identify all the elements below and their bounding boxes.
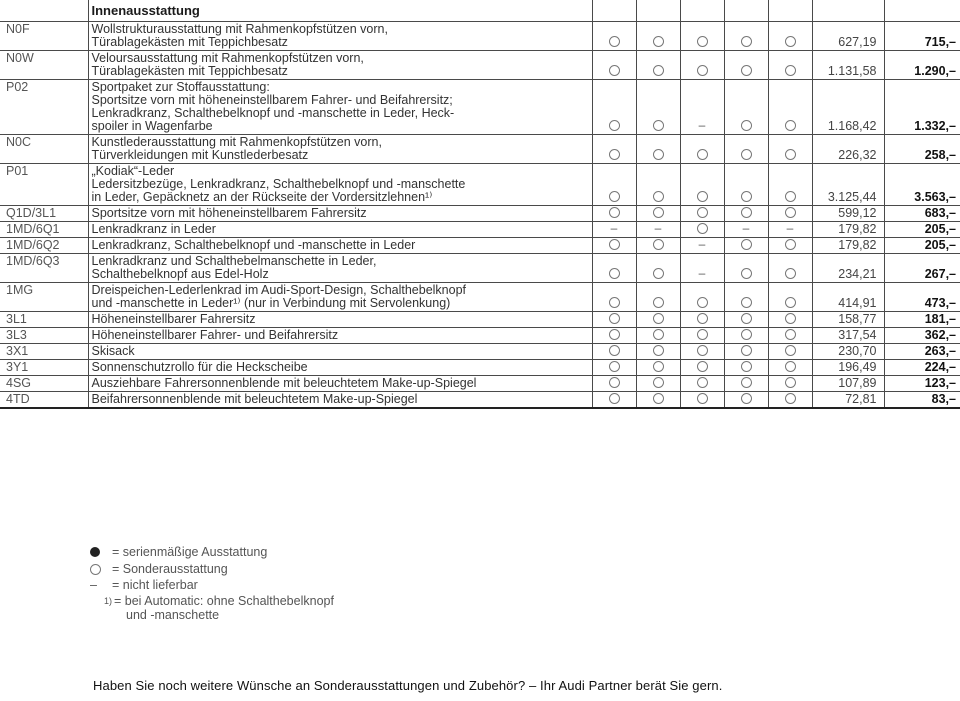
option-code: 1MG: [0, 283, 88, 312]
availability-cell: [636, 222, 680, 238]
availability-cell: [768, 222, 812, 238]
table-row: [0, 392, 960, 409]
availability-cell: [636, 360, 680, 376]
availability-cell: [724, 328, 768, 344]
dash-icon: –: [698, 118, 706, 132]
price-gross: 205,–: [884, 222, 960, 238]
price-net: 158,77: [812, 312, 884, 328]
availability-cell: [724, 360, 768, 376]
availability-cell: [636, 135, 680, 164]
open-circle-icon: [785, 377, 796, 388]
open-circle-icon: [697, 149, 708, 160]
availability-cell: [592, 360, 636, 376]
table-row: [0, 238, 960, 254]
open-circle-icon: [653, 191, 664, 202]
availability-cell: [592, 283, 636, 312]
option-code: P02: [0, 80, 88, 135]
availability-cell: [724, 80, 768, 135]
open-circle-icon: [653, 393, 664, 404]
table-row: [0, 222, 960, 238]
open-circle-icon: [697, 329, 708, 340]
price-gross: 1.290,–: [884, 51, 960, 80]
open-circle-icon: [653, 36, 664, 47]
availability-cell: [768, 360, 812, 376]
open-circle-icon: [785, 120, 796, 131]
availability-cell: [592, 51, 636, 80]
open-circle-icon: [785, 329, 796, 340]
option-code: 1MD/6Q3: [0, 254, 88, 283]
price-gross: 181,–: [884, 312, 960, 328]
description-line: Kunstlederausstattung mit Rahmenkopfstützen vorn,: [91, 135, 382, 149]
open-circle-icon: [741, 36, 752, 47]
option-description: [88, 283, 592, 312]
availability-cell: [768, 254, 812, 283]
open-circle-icon: [785, 393, 796, 404]
availability-cell: [680, 80, 724, 135]
open-circle-icon: [741, 149, 752, 160]
option-description: [88, 238, 592, 254]
price-net: 196,49: [812, 360, 884, 376]
open-circle-icon: [653, 345, 664, 356]
option-description: [88, 312, 592, 328]
availability-cell: [768, 328, 812, 344]
option-description: [88, 344, 592, 360]
availability-cell: [724, 206, 768, 222]
price-net: 317,54: [812, 328, 884, 344]
price-gross: 123,–: [884, 376, 960, 392]
open-circle-icon: [741, 239, 752, 250]
option-code: 3L3: [0, 328, 88, 344]
footnote-marker: 1): [103, 596, 112, 606]
open-circle-icon: [609, 207, 620, 218]
description-line: Sportsitze vorn mit höheneinstellbarem Fahrersitz: [91, 206, 367, 220]
availability-cell: [768, 376, 812, 392]
open-circle-icon: [741, 345, 752, 356]
open-circle-icon: [697, 393, 708, 404]
availability-cell: [636, 51, 680, 80]
open-circle-icon: [697, 297, 708, 308]
availability-cell: [636, 164, 680, 206]
open-circle-icon: [741, 120, 752, 131]
table-body: [0, 22, 960, 409]
availability-cell: [636, 206, 680, 222]
price-net: 234,21: [812, 254, 884, 283]
open-circle-icon: [785, 239, 796, 250]
availability-cell: [636, 238, 680, 254]
dash-icon: –: [654, 221, 662, 235]
availability-cell: [724, 222, 768, 238]
open-circle-icon: [785, 65, 796, 76]
price-net: 3.125,44: [812, 164, 884, 206]
open-circle-icon: [653, 377, 664, 388]
price-net: 179,82: [812, 222, 884, 238]
open-circle-icon: [609, 65, 620, 76]
description-line: Lenkradkranz und Schalthebelmanschette in Leder,: [91, 254, 377, 268]
open-circle-icon: [653, 149, 664, 160]
footer-text: Haben Sie noch weitere Wünsche an Sonderausstattungen und Zubehör? – Ihr Audi Partner berät Sie gern.: [93, 678, 723, 693]
table-row: [0, 312, 960, 328]
availability-cell: [724, 254, 768, 283]
open-circle-icon: [785, 207, 796, 218]
open-circle-icon: [653, 361, 664, 372]
table-row: [0, 206, 960, 222]
availability-cell: [724, 51, 768, 80]
availability-cell: [636, 392, 680, 409]
description-line: Türverkleidungen mit Kunstlederbesatz: [91, 148, 309, 162]
availability-cell: [768, 80, 812, 135]
table-row: [0, 80, 960, 135]
description-line: Sportsitze vorn mit höheneinstellbarem Fahrer- und Beifahrersitz;: [91, 93, 453, 107]
description-line: in Leder, Gepäcknetz an der Rückseite der Vordersitzlehnen¹⁾: [91, 190, 433, 204]
dash-icon: –: [786, 221, 794, 235]
open-circle-icon: [609, 297, 620, 308]
option-code: 1MD/6Q1: [0, 222, 88, 238]
option-description: [88, 328, 592, 344]
availability-cell: [724, 22, 768, 51]
description-line: Skisack: [91, 344, 135, 358]
open-circle-icon: [697, 36, 708, 47]
open-circle-icon: [653, 313, 664, 324]
description-line: Sonnenschutzrollo für die Heckscheibe: [91, 360, 308, 374]
price-net: 414,91: [812, 283, 884, 312]
open-circle-icon: [741, 297, 752, 308]
open-circle-icon: [741, 329, 752, 340]
open-circle-icon: [785, 313, 796, 324]
availability-cell: [724, 312, 768, 328]
description-line: Veloursausstattung mit Rahmenkopfstützen vorn,: [91, 51, 364, 65]
open-circle-icon: [741, 313, 752, 324]
description-line: spoiler in Wagenfarbe: [91, 119, 213, 133]
price-net: 1.131,58: [812, 51, 884, 80]
open-circle-icon: [609, 268, 620, 279]
filled-circle-icon: [90, 547, 100, 557]
open-circle-icon: [609, 239, 620, 250]
open-circle-icon: [90, 564, 101, 575]
availability-cell: [680, 135, 724, 164]
option-description: [88, 360, 592, 376]
availability-cell: [636, 283, 680, 312]
description-line: und -manschette in Leder¹⁾ (nur in Verbindung mit Servolenkung): [91, 296, 451, 310]
option-code: N0W: [0, 51, 88, 80]
availability-cell: [680, 376, 724, 392]
legend-unavailable: [90, 578, 374, 592]
open-circle-icon: [785, 36, 796, 47]
availability-cell: [724, 376, 768, 392]
section-title: Innenausstattung: [88, 0, 592, 22]
availability-cell: [724, 135, 768, 164]
availability-cell: [592, 254, 636, 283]
availability-cell: [768, 392, 812, 409]
open-circle-icon: [785, 149, 796, 160]
legend-optional: [90, 562, 374, 576]
dash-icon: –: [610, 221, 618, 235]
dash-icon: –: [90, 578, 97, 592]
availability-cell: [680, 206, 724, 222]
price-gross: 267,–: [884, 254, 960, 283]
open-circle-icon: [741, 361, 752, 372]
price-net: 72,81: [812, 392, 884, 409]
description-line: Türablagekästen mit Teppichbesatz: [91, 35, 288, 49]
open-circle-icon: [697, 313, 708, 324]
legend-standard-text: = serienmäßige Ausstattung: [112, 545, 268, 559]
open-circle-icon: [785, 297, 796, 308]
price-net: 230,70: [812, 344, 884, 360]
legend-footnote-line2: und -manschette: [126, 608, 220, 622]
legend-standard: [90, 545, 374, 560]
price-net: 107,89: [812, 376, 884, 392]
option-description: [88, 222, 592, 238]
availability-cell: [768, 283, 812, 312]
open-circle-icon: [741, 65, 752, 76]
availability-cell: [636, 80, 680, 135]
description-line: Höheneinstellbarer Fahrersitz: [91, 312, 256, 326]
option-description: [88, 22, 592, 51]
table-row: [0, 376, 960, 392]
option-code: 3Y1: [0, 360, 88, 376]
table-row: [0, 254, 960, 283]
availability-cell: [636, 328, 680, 344]
price-net: 627,19: [812, 22, 884, 51]
open-circle-icon: [609, 313, 620, 324]
description-line: Ausziehbare Fahrersonnenblende mit beleuchtetem Make-up-Spiegel: [91, 376, 477, 390]
option-description: [88, 51, 592, 80]
open-circle-icon: [609, 36, 620, 47]
availability-cell: [592, 22, 636, 51]
availability-cell: [724, 392, 768, 409]
legend-unavailable-text: = nicht lieferbar: [112, 578, 198, 592]
availability-cell: [680, 222, 724, 238]
description-line: Lenkradkranz, Schalthebelknopf und -manschette in Leder: [91, 238, 416, 252]
availability-cell: [680, 283, 724, 312]
option-description: [88, 254, 592, 283]
legend-footnote-line1: = bei Automatic: ohne Schalthebelknopf: [114, 594, 334, 608]
option-description: [88, 135, 592, 164]
availability-cell: [636, 22, 680, 51]
availability-cell: [680, 238, 724, 254]
availability-cell: [680, 254, 724, 283]
description-line: Schalthebelknopf aus Edel-Holz: [91, 267, 269, 281]
description-line: Beifahrersonnenblende mit beleuchtetem Make-up-Spiegel: [91, 392, 418, 406]
open-circle-icon: [609, 329, 620, 340]
availability-cell: [768, 312, 812, 328]
option-description: [88, 376, 592, 392]
availability-cell: [636, 344, 680, 360]
open-circle-icon: [785, 361, 796, 372]
availability-cell: [592, 222, 636, 238]
availability-cell: [592, 392, 636, 409]
option-code: 4SG: [0, 376, 88, 392]
availability-cell: [680, 51, 724, 80]
description-line: Türablagekästen mit Teppichbesatz: [91, 64, 288, 78]
price-gross: 263,–: [884, 344, 960, 360]
description-line: Lenkradkranz, Schalthebelknopf und -manschette in Leder, Heck-: [91, 106, 455, 120]
price-gross: 3.563,–: [884, 164, 960, 206]
open-circle-icon: [697, 223, 708, 234]
description-line: Dreispeichen-Lederlenkrad im Audi-Sport-Design, Schalthebelknopf: [91, 283, 467, 297]
open-circle-icon: [653, 329, 664, 340]
open-circle-icon: [697, 207, 708, 218]
table-row: [0, 283, 960, 312]
availability-cell: [724, 164, 768, 206]
open-circle-icon: [609, 120, 620, 131]
availability-cell: [680, 360, 724, 376]
availability-cell: [768, 164, 812, 206]
availability-cell: [680, 344, 724, 360]
description-line: Lenkradkranz in Leder: [91, 222, 216, 236]
option-code: Q1D/3L1: [0, 206, 88, 222]
option-description: [88, 164, 592, 206]
open-circle-icon: [697, 377, 708, 388]
open-circle-icon: [609, 361, 620, 372]
table-row: [0, 360, 960, 376]
option-code: P01: [0, 164, 88, 206]
open-circle-icon: [653, 207, 664, 218]
availability-cell: [768, 22, 812, 51]
open-circle-icon: [741, 191, 752, 202]
availability-cell: [592, 344, 636, 360]
option-code: 1MD/6Q2: [0, 238, 88, 254]
table-header-row: [0, 0, 960, 22]
legend-optional-text: = Sonderausstattung: [112, 562, 228, 576]
price-net: 179,82: [812, 238, 884, 254]
price-gross: 362,–: [884, 328, 960, 344]
price-net: 1.168,42: [812, 80, 884, 135]
open-circle-icon: [697, 65, 708, 76]
availability-cell: [768, 135, 812, 164]
option-description: [88, 206, 592, 222]
open-circle-icon: [653, 120, 664, 131]
availability-cell: [768, 344, 812, 360]
price-gross: 205,–: [884, 238, 960, 254]
availability-cell: [592, 135, 636, 164]
option-code: 4TD: [0, 392, 88, 409]
open-circle-icon: [609, 149, 620, 160]
price-gross: 1.332,–: [884, 80, 960, 135]
table-row: [0, 328, 960, 344]
availability-cell: [768, 51, 812, 80]
open-circle-icon: [697, 345, 708, 356]
legend: [90, 545, 374, 624]
availability-cell: [680, 164, 724, 206]
open-circle-icon: [741, 393, 752, 404]
description-line: „Kodiak“-Leder: [91, 164, 175, 178]
option-code: N0F: [0, 22, 88, 51]
price-gross: 473,–: [884, 283, 960, 312]
price-gross: 258,–: [884, 135, 960, 164]
dash-icon: –: [698, 266, 706, 280]
availability-cell: [592, 376, 636, 392]
open-circle-icon: [653, 297, 664, 308]
availability-cell: [636, 254, 680, 283]
dash-icon: –: [698, 237, 706, 251]
open-circle-icon: [609, 393, 620, 404]
availability-cell: [768, 206, 812, 222]
availability-cell: [592, 328, 636, 344]
table-row: [0, 51, 960, 80]
open-circle-icon: [653, 65, 664, 76]
price-net: 599,12: [812, 206, 884, 222]
availability-cell: [724, 238, 768, 254]
open-circle-icon: [785, 345, 796, 356]
description-line: Ledersitzbezüge, Lenkradkranz, Schalthebelknopf und -manschette: [91, 177, 466, 191]
table-row: [0, 344, 960, 360]
header-code-cell: [0, 0, 88, 22]
availability-cell: [592, 164, 636, 206]
description-line: Höheneinstellbarer Fahrer- und Beifahrersitz: [91, 328, 339, 342]
option-code: 3L1: [0, 312, 88, 328]
open-circle-icon: [785, 191, 796, 202]
availability-cell: [592, 206, 636, 222]
description-line: Sportpaket zur Stoffausstattung:: [91, 80, 270, 94]
open-circle-icon: [697, 361, 708, 372]
price-net: 226,32: [812, 135, 884, 164]
open-circle-icon: [741, 207, 752, 218]
price-gross: 224,–: [884, 360, 960, 376]
availability-cell: [680, 392, 724, 409]
availability-cell: [680, 312, 724, 328]
open-circle-icon: [697, 191, 708, 202]
open-circle-icon: [785, 268, 796, 279]
availability-cell: [768, 238, 812, 254]
option-code: 3X1: [0, 344, 88, 360]
availability-cell: [724, 283, 768, 312]
dash-icon: –: [742, 221, 750, 235]
availability-cell: [680, 22, 724, 51]
description-line: Wollstrukturausstattung mit Rahmenkopfstützen vorn,: [91, 22, 388, 36]
availability-cell: [592, 312, 636, 328]
table-row: [0, 164, 960, 206]
open-circle-icon: [653, 239, 664, 250]
availability-cell: [724, 344, 768, 360]
option-description: [88, 80, 592, 135]
option-description: [88, 392, 592, 409]
price-gross: 715,–: [884, 22, 960, 51]
table-row: [0, 22, 960, 51]
availability-cell: [592, 80, 636, 135]
open-circle-icon: [741, 377, 752, 388]
availability-cell: [636, 312, 680, 328]
availability-cell: [636, 376, 680, 392]
availability-cell: [680, 328, 724, 344]
open-circle-icon: [609, 377, 620, 388]
price-gross: 683,–: [884, 206, 960, 222]
price-gross: 83,–: [884, 392, 960, 409]
option-code: N0C: [0, 135, 88, 164]
open-circle-icon: [609, 191, 620, 202]
table-row: [0, 135, 960, 164]
availability-cell: [592, 238, 636, 254]
open-circle-icon: [609, 345, 620, 356]
legend-footnote: [90, 594, 374, 622]
open-circle-icon: [653, 268, 664, 279]
open-circle-icon: [741, 268, 752, 279]
